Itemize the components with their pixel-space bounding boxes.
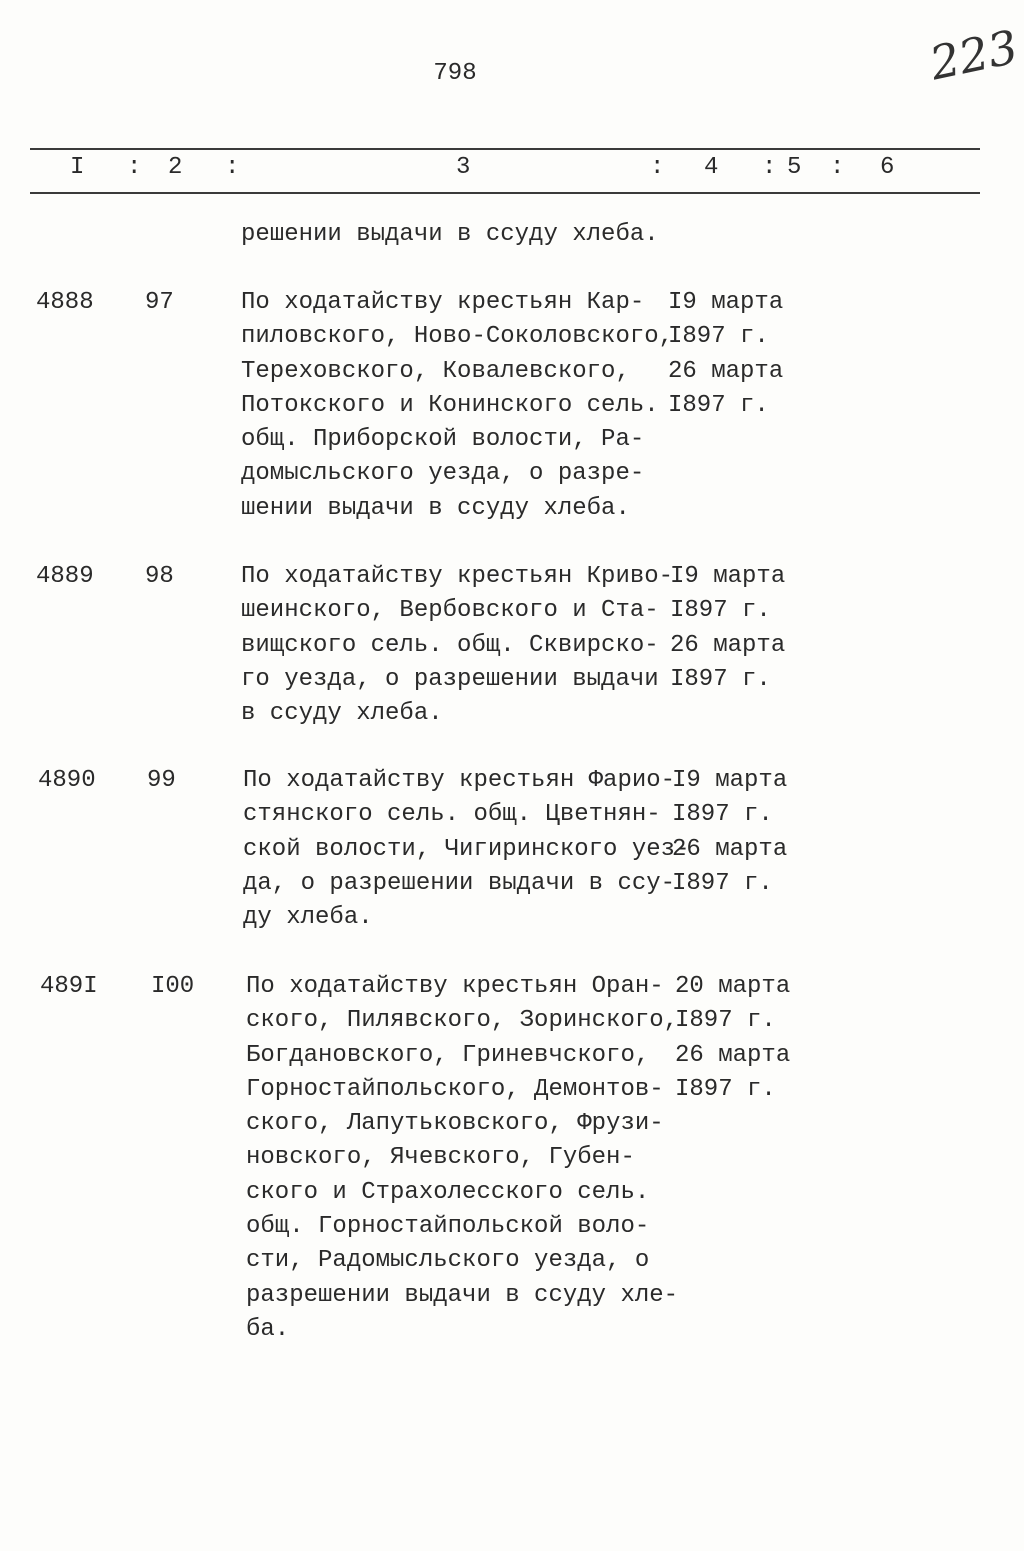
- header-rule-top: [30, 148, 980, 150]
- entry-id: 489I: [40, 973, 98, 1000]
- description-line: ду хлеба.: [243, 904, 373, 932]
- column-separator: :: [127, 154, 142, 181]
- page-number: 798: [433, 60, 477, 87]
- description-line: стянского сель. общ. Цветнян-: [243, 801, 661, 829]
- description-line: Тереховского, Ковалевского,: [241, 357, 630, 385]
- column-separator: :: [225, 154, 240, 181]
- description-line: ба.: [246, 1315, 290, 1343]
- description-line: новского, Ячевского, Губен-: [246, 1144, 635, 1172]
- end-year: I897 г.: [670, 665, 771, 693]
- column-separator: :: [830, 154, 845, 181]
- end-year: I897 г.: [675, 1075, 776, 1103]
- column-separator: :: [762, 154, 777, 181]
- entry-id: 4890: [38, 767, 96, 794]
- entry-description: [246, 970, 678, 1347]
- description-line: По ходатайству крестьян Оран-: [246, 973, 664, 1000]
- description-line: Богдановского, Гриневчского,: [246, 1041, 650, 1069]
- start-year: I897 г.: [675, 1007, 776, 1035]
- start-date: I9 марта: [672, 767, 788, 794]
- start-year: I897 г.: [668, 323, 769, 351]
- entry-number: 98: [145, 563, 174, 590]
- description-line: По ходатайству крестьян Криво-: [241, 563, 674, 590]
- entry-description: [241, 286, 673, 526]
- description-line: ского и Страхолесского сель.: [246, 1178, 650, 1206]
- description-line: Горностайпольского, Демонтов-: [246, 1075, 664, 1103]
- description-line: вищского сель. общ. Сквирско-: [241, 631, 659, 659]
- header-rule-bottom: [30, 192, 980, 194]
- description-line: го уезда, о разрешении выдачи: [241, 665, 659, 693]
- description-line: пиловского, Ново-Соколовского,: [241, 323, 674, 351]
- entry-dates: [672, 764, 787, 901]
- entry-id: 4889: [36, 563, 94, 590]
- description-line: в ссуду хлеба.: [241, 700, 443, 728]
- description-line: общ. Горностайпольской воло-: [246, 1213, 650, 1241]
- continuation-text: решении выдачи в ссуду хлеба.: [241, 221, 659, 248]
- description-line: разрешении выдачи в ссуду хле-: [246, 1281, 679, 1309]
- entry-dates: [668, 286, 783, 423]
- column-header-6: 6: [880, 154, 895, 181]
- description-line: шеинского, Вербовского и Ста-: [241, 597, 659, 625]
- column-header-3: 3: [456, 154, 471, 181]
- end-year: I897 г.: [668, 391, 769, 419]
- start-date: I9 марта: [670, 563, 786, 590]
- start-date: 20 марта: [675, 973, 791, 1000]
- end-date: 26 марта: [670, 631, 786, 659]
- description-line: ского, Лапутьковского, Фрузи-: [246, 1110, 664, 1138]
- start-date: I9 марта: [668, 289, 784, 316]
- entry-id: 4888: [36, 289, 94, 316]
- column-header-5: 5: [787, 154, 802, 181]
- entry-number: 97: [145, 289, 174, 316]
- description-line: домысльского уезда, о разре-: [241, 460, 645, 488]
- end-year: I897 г.: [672, 869, 773, 897]
- archive-sheet-number: 223: [925, 19, 1023, 91]
- description-line: да, о разрешении выдачи в ссу-: [243, 869, 676, 897]
- description-line: Потокского и Конинского сель.: [241, 391, 659, 419]
- end-date: 26 марта: [668, 357, 784, 385]
- column-separator: :: [650, 154, 665, 181]
- column-header-4: 4: [704, 154, 719, 181]
- start-year: I897 г.: [670, 597, 771, 625]
- entry-description: [241, 560, 673, 731]
- end-date: 26 марта: [672, 835, 788, 863]
- description-line: ского, Пилявского, Зоринского,: [246, 1007, 679, 1035]
- start-year: I897 г.: [672, 801, 773, 829]
- entry-number: 99: [147, 767, 176, 794]
- entry-description: [243, 764, 689, 935]
- entry-dates: [675, 970, 790, 1107]
- column-header-1: I: [70, 154, 85, 181]
- description-line: По ходатайству крестьян Фарио-: [243, 767, 676, 794]
- description-line: сти, Радомысльского уезда, о: [246, 1247, 650, 1275]
- end-date: 26 марта: [675, 1041, 791, 1069]
- entry-number: I00: [151, 973, 195, 1000]
- description-line: шении выдачи в ссуду хлеба.: [241, 494, 630, 522]
- description-line: По ходатайству крестьян Кар-: [241, 289, 645, 316]
- entry-dates: [670, 560, 785, 697]
- description-line: общ. Приборской волости, Ра-: [241, 426, 645, 454]
- column-header-2: 2: [168, 154, 183, 181]
- description-line: ской волости, Чигиринского уез-: [243, 835, 690, 863]
